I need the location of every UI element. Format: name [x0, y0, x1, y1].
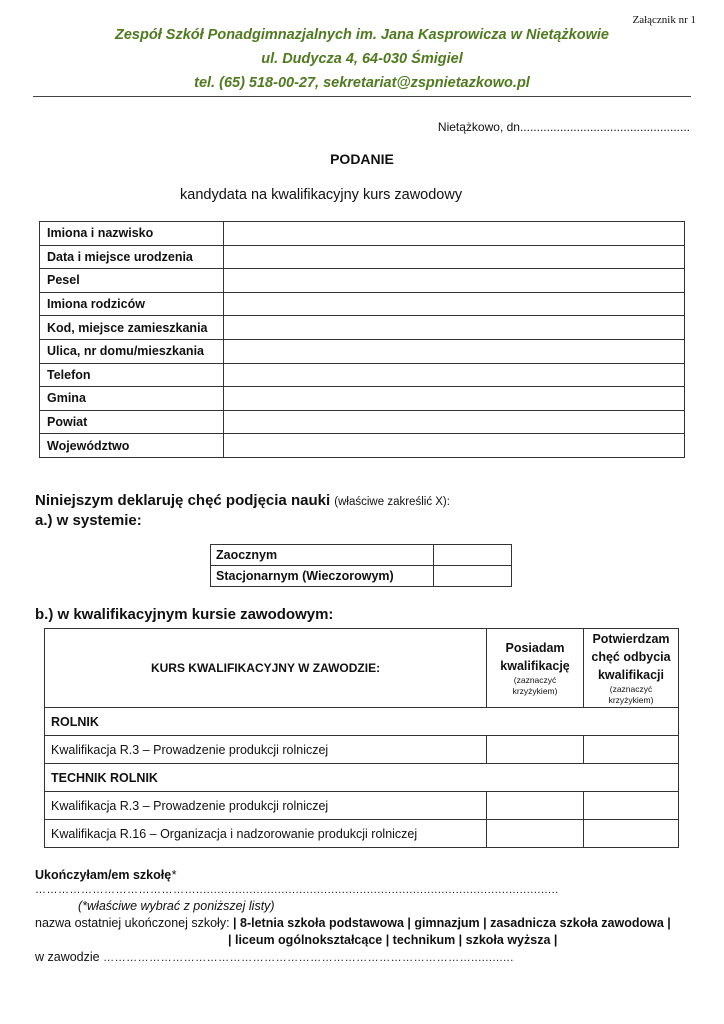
personal-field-label: Kod, miejsce zamieszkania	[40, 316, 224, 340]
personal-row	[40, 245, 685, 269]
course-group-row	[45, 708, 679, 736]
personal-field-input[interactable]	[224, 339, 685, 363]
course-group-name: ROLNIK	[45, 708, 679, 736]
declaration-main: Niniejszym deklaruję chęć podjęcia nauki	[35, 492, 331, 509]
personal-field-label: Imiona i nazwisko	[40, 222, 224, 246]
section-b-label: b.) w kwalifikacyjnym kursie zawodowym:	[35, 606, 334, 623]
system-option-label: Stacjonarnym (Wieczorowym)	[211, 566, 434, 587]
profession-field[interactable]: ……………………………………………………………………………………............	[103, 952, 514, 964]
col3-note1: (zaznaczyć	[609, 684, 653, 694]
col2-note2: krzyżykiem)	[512, 686, 558, 696]
personal-row	[40, 292, 685, 316]
page-title: PODANIE	[330, 151, 394, 167]
col3-note2: krzyżykiem)	[608, 695, 654, 705]
personal-field-label: Telefon	[40, 363, 224, 387]
have-qualification-checkbox[interactable]	[487, 736, 584, 764]
header-divider	[33, 96, 691, 97]
confirm-course-checkbox[interactable]	[584, 736, 679, 764]
course-group-row	[45, 764, 679, 792]
course-item-row	[45, 820, 679, 848]
personal-row	[40, 222, 685, 246]
col3-line2: chęć odbycia	[591, 650, 671, 664]
have-qualification-header	[487, 629, 584, 708]
personal-field-label: Ulica, nr domu/mieszkania	[40, 339, 224, 363]
system-row	[211, 566, 512, 587]
personal-row	[40, 363, 685, 387]
personal-field-label: Powiat	[40, 410, 224, 434]
personal-field-input[interactable]	[224, 269, 685, 293]
col2-note1: (zaznaczyć	[513, 675, 557, 685]
attachment-label: Załącznik nr 1	[632, 14, 696, 26]
course-item-label: Kwalifikacja R.3 – Prowadzenie produkcji rolniczej	[45, 792, 487, 820]
personal-row	[40, 387, 685, 411]
personal-field-input[interactable]	[224, 410, 685, 434]
personal-data-table	[39, 221, 685, 458]
school-name: Zespół Szkół Ponadgimnazjalnych im. Jana Kasprowicza w Nietążkowie	[115, 27, 609, 43]
course-table	[44, 628, 679, 848]
personal-row	[40, 410, 685, 434]
finished-school-field[interactable]: ……………………………………......................................................................................................	[35, 884, 559, 896]
personal-field-input[interactable]	[224, 434, 685, 458]
personal-row	[40, 269, 685, 293]
personal-row	[40, 434, 685, 458]
date-line[interactable]: Nietążkowo, dn...................................................	[437, 120, 690, 134]
have-qualification-checkbox[interactable]	[487, 792, 584, 820]
school-address: ul. Dudycza 4, 64-030 Śmigiel	[261, 51, 463, 67]
col2-line2: kwalifikację	[500, 659, 570, 673]
confirm-course-header	[584, 629, 679, 708]
course-item-label: Kwalifikacja R.16 – Organizacja i nadzorowanie produkcji rolniczej	[45, 820, 487, 848]
personal-field-input[interactable]	[224, 363, 685, 387]
confirm-course-checkbox[interactable]	[584, 792, 679, 820]
personal-field-input[interactable]	[224, 222, 685, 246]
section-a-label: a.) w systemie:	[35, 512, 142, 529]
col3-line1: Potwierdzam	[592, 632, 670, 646]
course-group-name: TECHNIK ROLNIK	[45, 764, 679, 792]
col3-line3: kwalifikacji	[597, 668, 664, 682]
last-school-label: nazwa ostatniej ukończonej szkoły:	[35, 916, 230, 930]
school-contact: tel. (65) 518-00-27, sekretariat@zspnietazkowo.pl	[194, 75, 530, 91]
confirm-course-checkbox[interactable]	[584, 820, 679, 848]
school-options-2[interactable]: | liceum ogólnokształcące | technikum | szkoła wyższa |	[228, 933, 558, 947]
personal-field-label: Gmina	[40, 387, 224, 411]
system-table	[210, 544, 512, 587]
personal-field-label: Pesel	[40, 269, 224, 293]
personal-row	[40, 339, 685, 363]
personal-field-label: Data i miejsce urodzenia	[40, 245, 224, 269]
personal-field-label: Województwo	[40, 434, 224, 458]
finished-school-star: *	[171, 868, 177, 882]
personal-field-input[interactable]	[224, 245, 685, 269]
system-option-label: Zaocznym	[211, 545, 434, 566]
personal-field-input[interactable]	[224, 292, 685, 316]
page-subtitle: kandydata na kwalifikacyjny kurs zawodowy	[180, 187, 463, 203]
personal-field-input[interactable]	[224, 387, 685, 411]
personal-field-label: Imiona rodziców	[40, 292, 224, 316]
personal-row	[40, 316, 685, 340]
declaration-note: (właściwe zakreślić X):	[334, 496, 450, 508]
profession-label: w zawodzie	[35, 950, 100, 964]
finished-school-label: Ukończyłam/em szkołę	[35, 868, 172, 882]
personal-field-input[interactable]	[224, 316, 685, 340]
course-item-row	[45, 792, 679, 820]
course-item-label: Kwalifikacja R.3 – Prowadzenie produkcji rolniczej	[45, 736, 487, 764]
course-item-row	[45, 736, 679, 764]
system-option-checkbox[interactable]	[434, 545, 512, 566]
course-col-header: KURS KWALIFIKACYJNY W ZAWODZIE:	[45, 629, 487, 708]
education-section	[35, 868, 685, 964]
col2-line1: Posiadam	[505, 641, 565, 655]
have-qualification-checkbox[interactable]	[487, 820, 584, 848]
school-options-1[interactable]: | 8-letnia szkoła podstawowa | gimnazjum | zasadnicza szkoła zawodowa |	[233, 916, 671, 930]
declaration-heading	[35, 492, 450, 509]
system-option-checkbox[interactable]	[434, 566, 512, 587]
choose-note: (*właściwe wybrać z poniższej listy)	[78, 899, 275, 913]
system-row	[211, 545, 512, 566]
